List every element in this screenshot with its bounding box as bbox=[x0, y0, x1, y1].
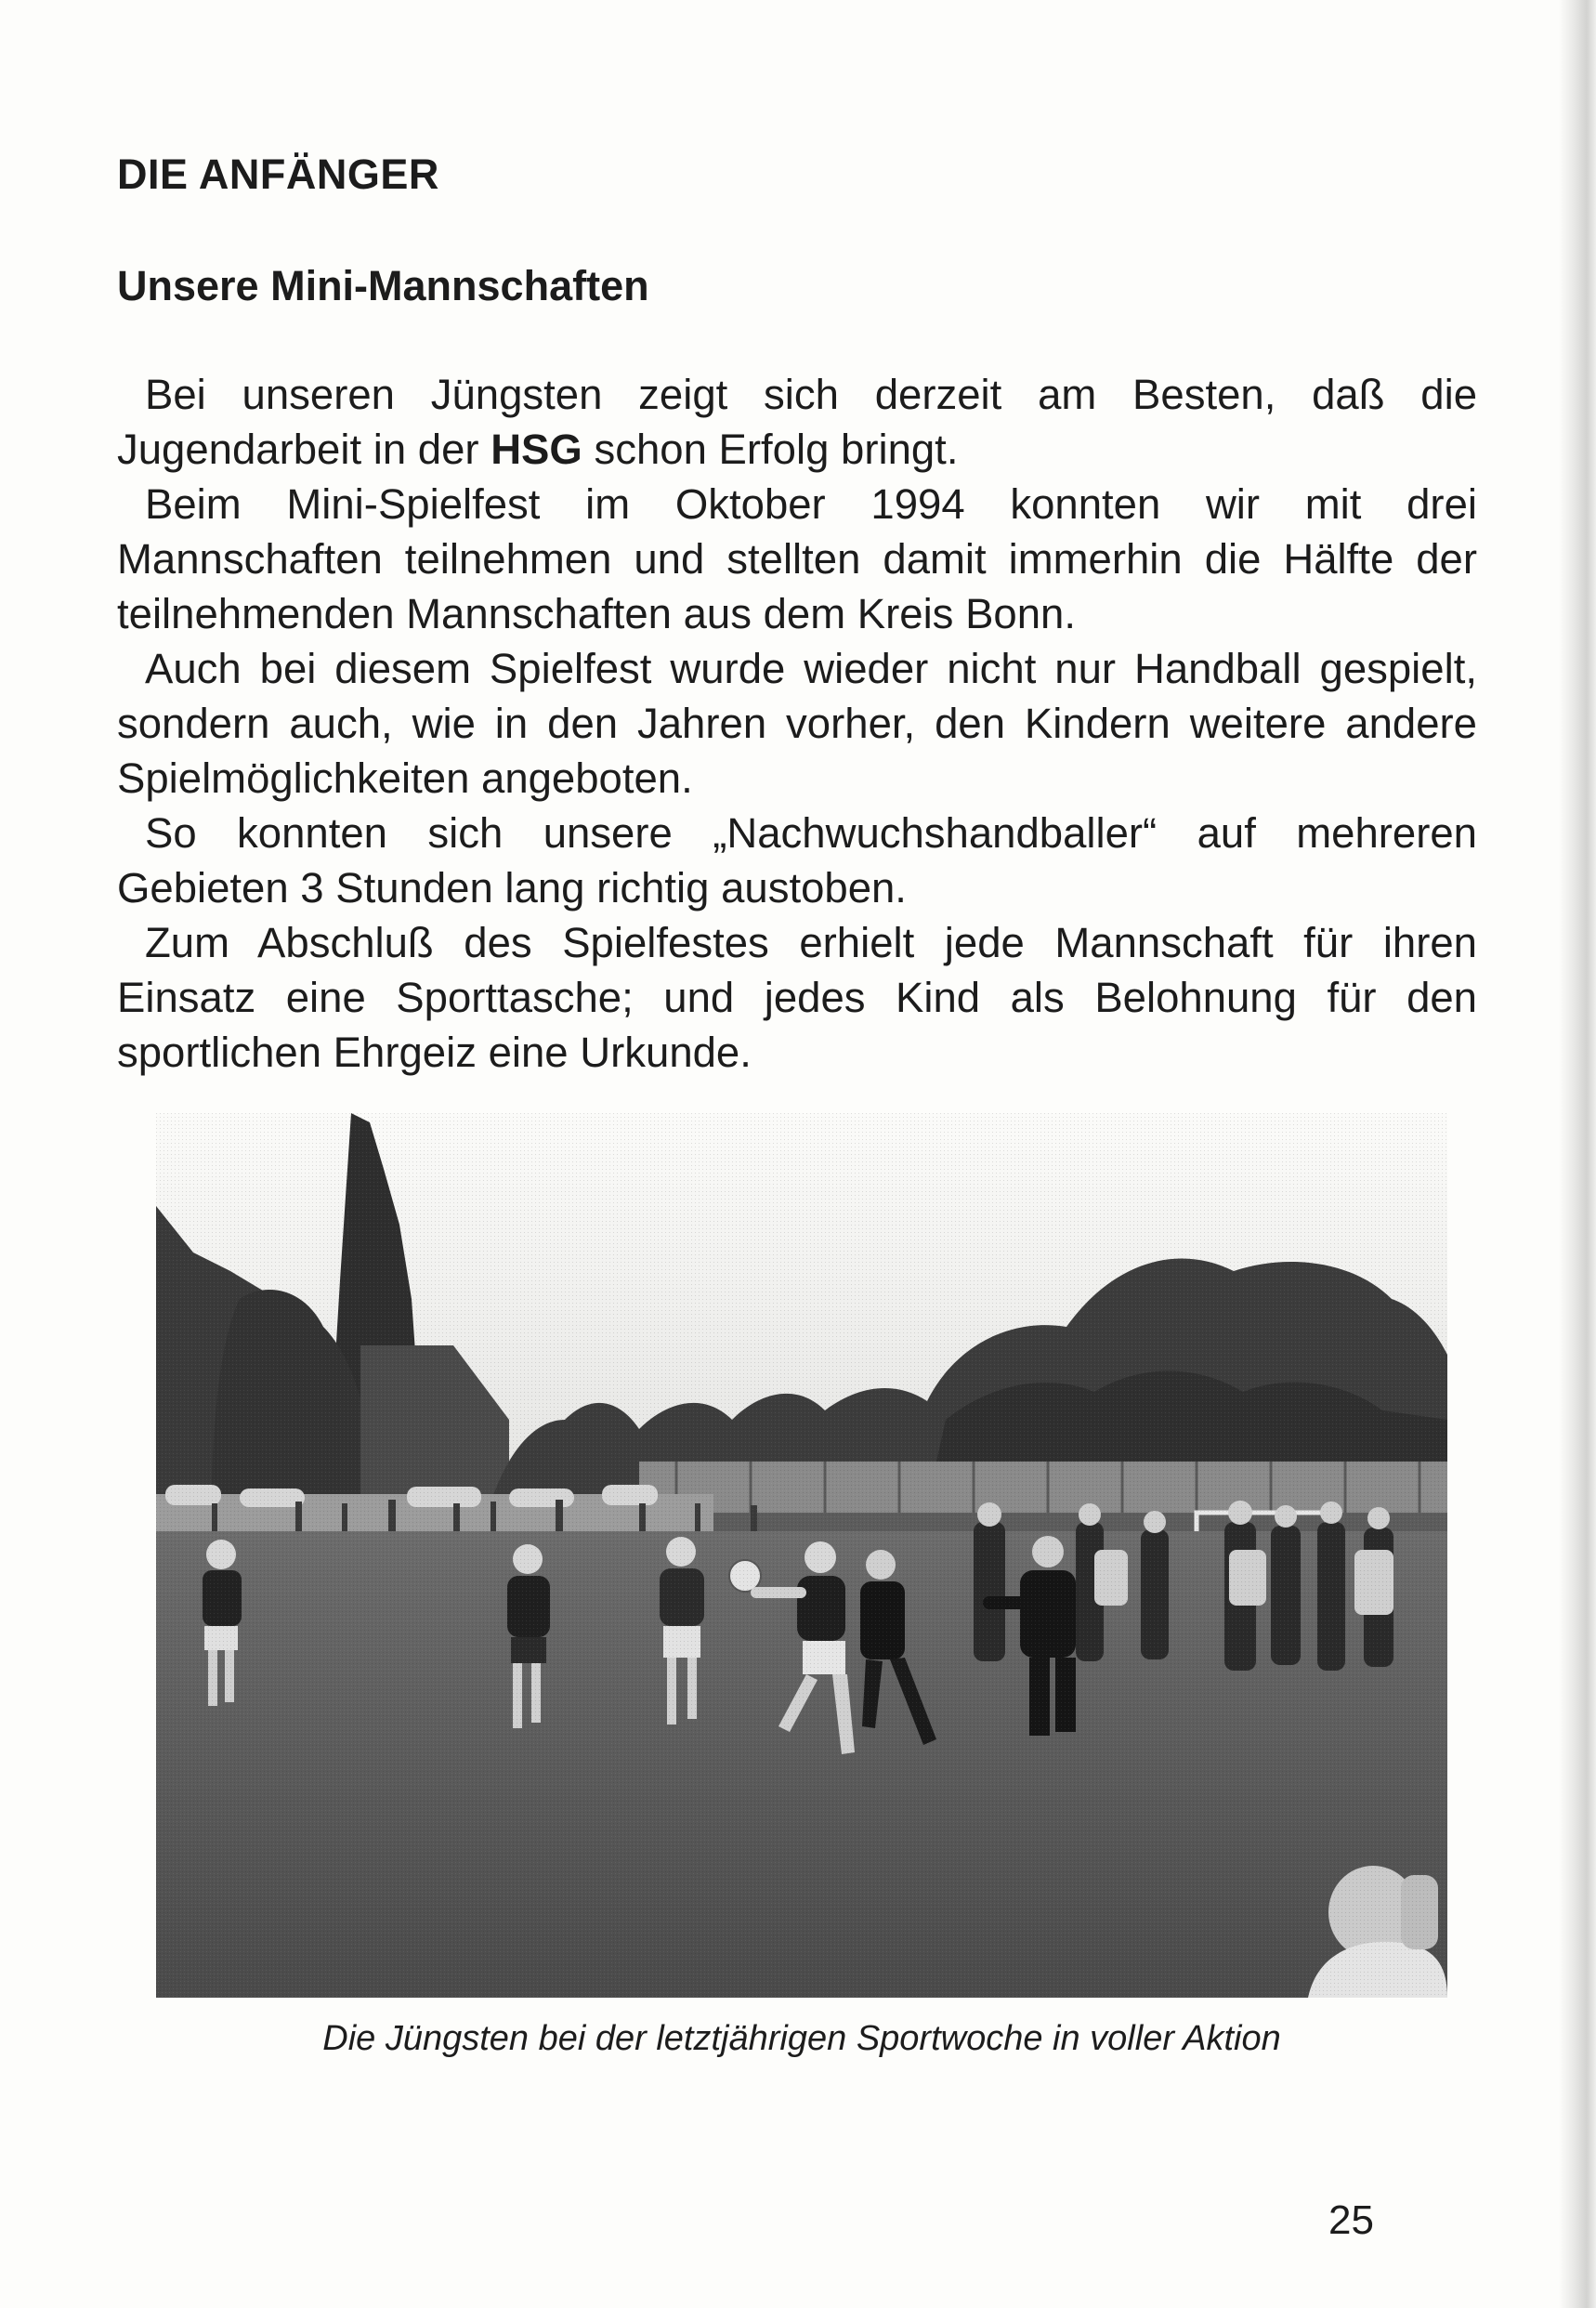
paragraph-2 bbox=[117, 477, 1477, 641]
photo-grain bbox=[156, 1113, 1447, 1998]
paragraph-4 bbox=[117, 806, 1477, 915]
page-number: 25 bbox=[1328, 2197, 1374, 2243]
page-edge-shadow bbox=[1559, 0, 1596, 2308]
paragraph-1-text-start: Bei unseren Jüngsten zeigt sich derzeit am Besten, daß die Jugendarbeit in der bbox=[117, 371, 1477, 473]
paragraph-4-text: So konnten sich unsere „Nachwuchshandballer“ auf mehreren Gebieten 3 Stunden lang richtig austoben. bbox=[117, 809, 1477, 911]
section-title: DIE ANFÄNGER bbox=[117, 151, 439, 198]
paragraph-1-text-end: schon Erfolg bringt. bbox=[582, 426, 959, 473]
handball-photo-illustration bbox=[156, 1113, 1447, 1998]
paragraph-3-text: Auch bei diesem Spielfest wurde wieder nicht nur Handball gespielt, sondern auch, wie in den Jahren vorher, den Kindern weitere andere Spielmöglichkeiten angeboten. bbox=[117, 645, 1477, 802]
subtitle: Unsere Mini-Mannschaften bbox=[117, 262, 649, 309]
paragraph-2-text: Beim Mini-Spielfest im Oktober 1994 konnten wir mit drei Mannschaften teilnehmen und stellten damit immerhin die Hälfte der teilnehmenden Mannschaften aus dem Kreis Bonn. bbox=[117, 480, 1477, 637]
paragraph-3 bbox=[117, 641, 1477, 806]
paragraph-1-bold-text: HSG bbox=[491, 426, 582, 473]
photo-caption: Die Jüngsten bei der letztjährigen Sportwoche in voller Aktion bbox=[322, 2019, 1281, 2058]
handball-photo bbox=[156, 1113, 1447, 1998]
body-text bbox=[117, 367, 1477, 1080]
paragraph-1 bbox=[117, 367, 1477, 477]
paragraph-5-text: Zum Abschluß des Spielfestes erhielt jede Mannschaft für ihren Einsatz eine Sporttasche; und jedes Kind als Belohnung für den sportlichen Ehrgeiz eine Urkunde. bbox=[117, 919, 1477, 1076]
paragraph-5 bbox=[117, 915, 1477, 1080]
